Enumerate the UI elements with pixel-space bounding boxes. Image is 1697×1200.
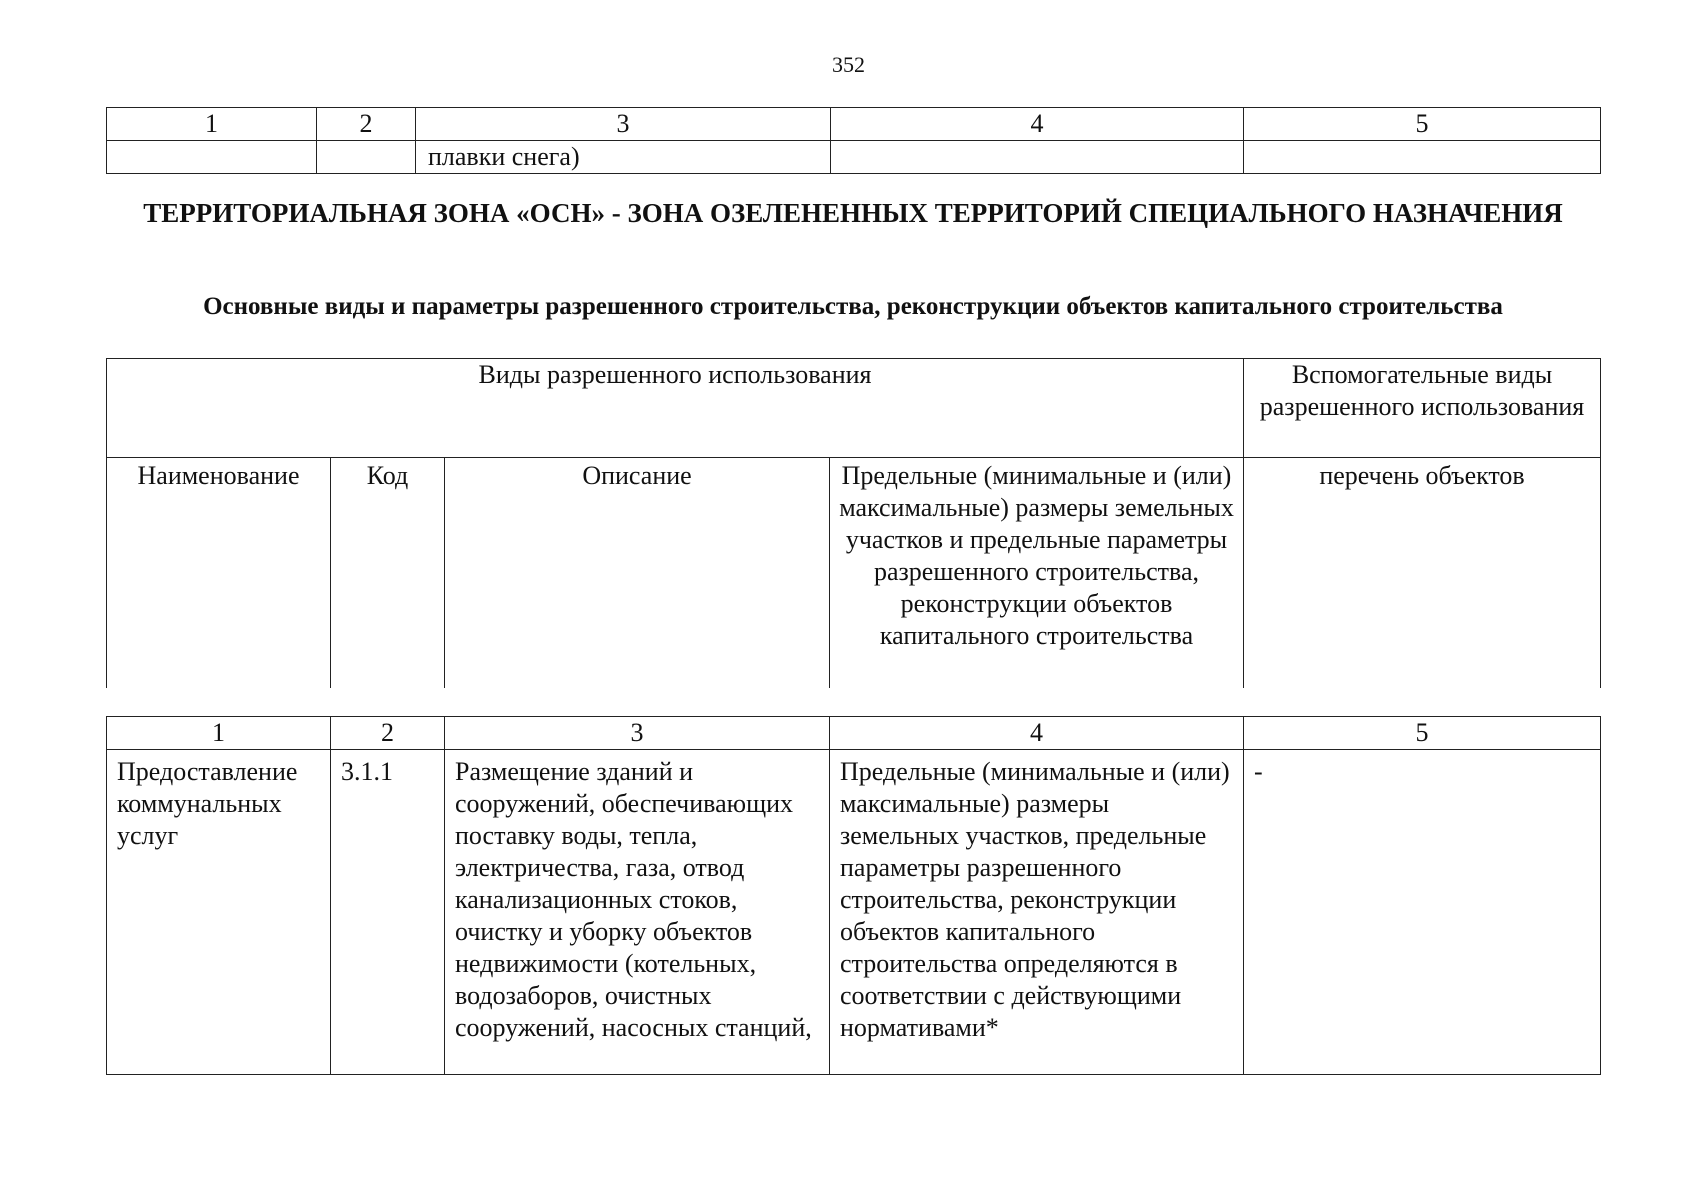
header-group-row [107,359,1601,458]
row-name: Предоставление коммунальных услуг [107,750,331,1075]
column-number: 5 [1244,108,1601,141]
col-aux-list-header: перечень объектов [1244,458,1601,689]
continuation-table [106,107,1601,174]
table-row [107,141,1601,174]
row-aux: - [1244,750,1601,1075]
aux-label: Вспомогательные виды разрешенного использования [1244,359,1601,458]
table-row [107,750,1601,1075]
row-params: Предельные (минимальные и (или) максимальные) размеры земельных участков, предельные параметры разрешенного строительства, реконструкции объектов капитального строительства определяются в соответствии с действующими нормативами* [830,750,1244,1075]
col-desc-header: Описание [445,458,830,689]
column-number: 4 [831,108,1244,141]
table-cell [1244,141,1601,174]
col-params-header: Предельные (минимальные и (или) максимальные) размеры земельных участков и предельные параметры разрешенного строительства, реконструкции объектов капитального строительства [830,458,1244,689]
table-cell [831,141,1244,174]
col-name-header: Наименование [107,458,331,689]
column-number: 1 [107,108,317,141]
zone-heading: ТЕРРИТОРИАЛЬНАЯ ЗОНА «ОСН» - ЗОНА ОЗЕЛЕНЕННЫХ ТЕРРИТОРИЙ СПЕЦИАЛЬНОГО НАЗНАЧЕНИЯ [143,198,1563,228]
column-number: 2 [331,717,445,750]
page-number: 352 [832,52,865,77]
column-number-row [107,108,1601,141]
column-number: 5 [1244,717,1601,750]
column-number: 1 [107,717,331,750]
row-code: 3.1.1 [331,750,445,1075]
col-code-header: Код [331,458,445,689]
column-number-row [107,717,1601,750]
row-description: Размещение зданий и сооружений, обеспечивающих поставку воды, тепла, электричества, газа, отвод канализационных стоков, очистку и уборку объектов недвижимости (котельных, водозаборов, очистных сооружений, насосных станций, [445,750,830,1075]
data-table [106,716,1601,1075]
header-columns-row [107,458,1601,689]
column-number: 3 [445,717,830,750]
group-label: Виды разрешенного использования [107,359,1244,458]
table-cell [107,141,317,174]
header-table [106,358,1601,688]
column-number: 3 [416,108,831,141]
table-cell: плавки снега) [416,141,831,174]
section-heading: Основные виды и параметры разрешенного строительства, реконструкции объектов капитального строительства [203,293,1503,320]
table-cell [317,141,416,174]
column-number: 2 [317,108,416,141]
column-number: 4 [830,717,1244,750]
